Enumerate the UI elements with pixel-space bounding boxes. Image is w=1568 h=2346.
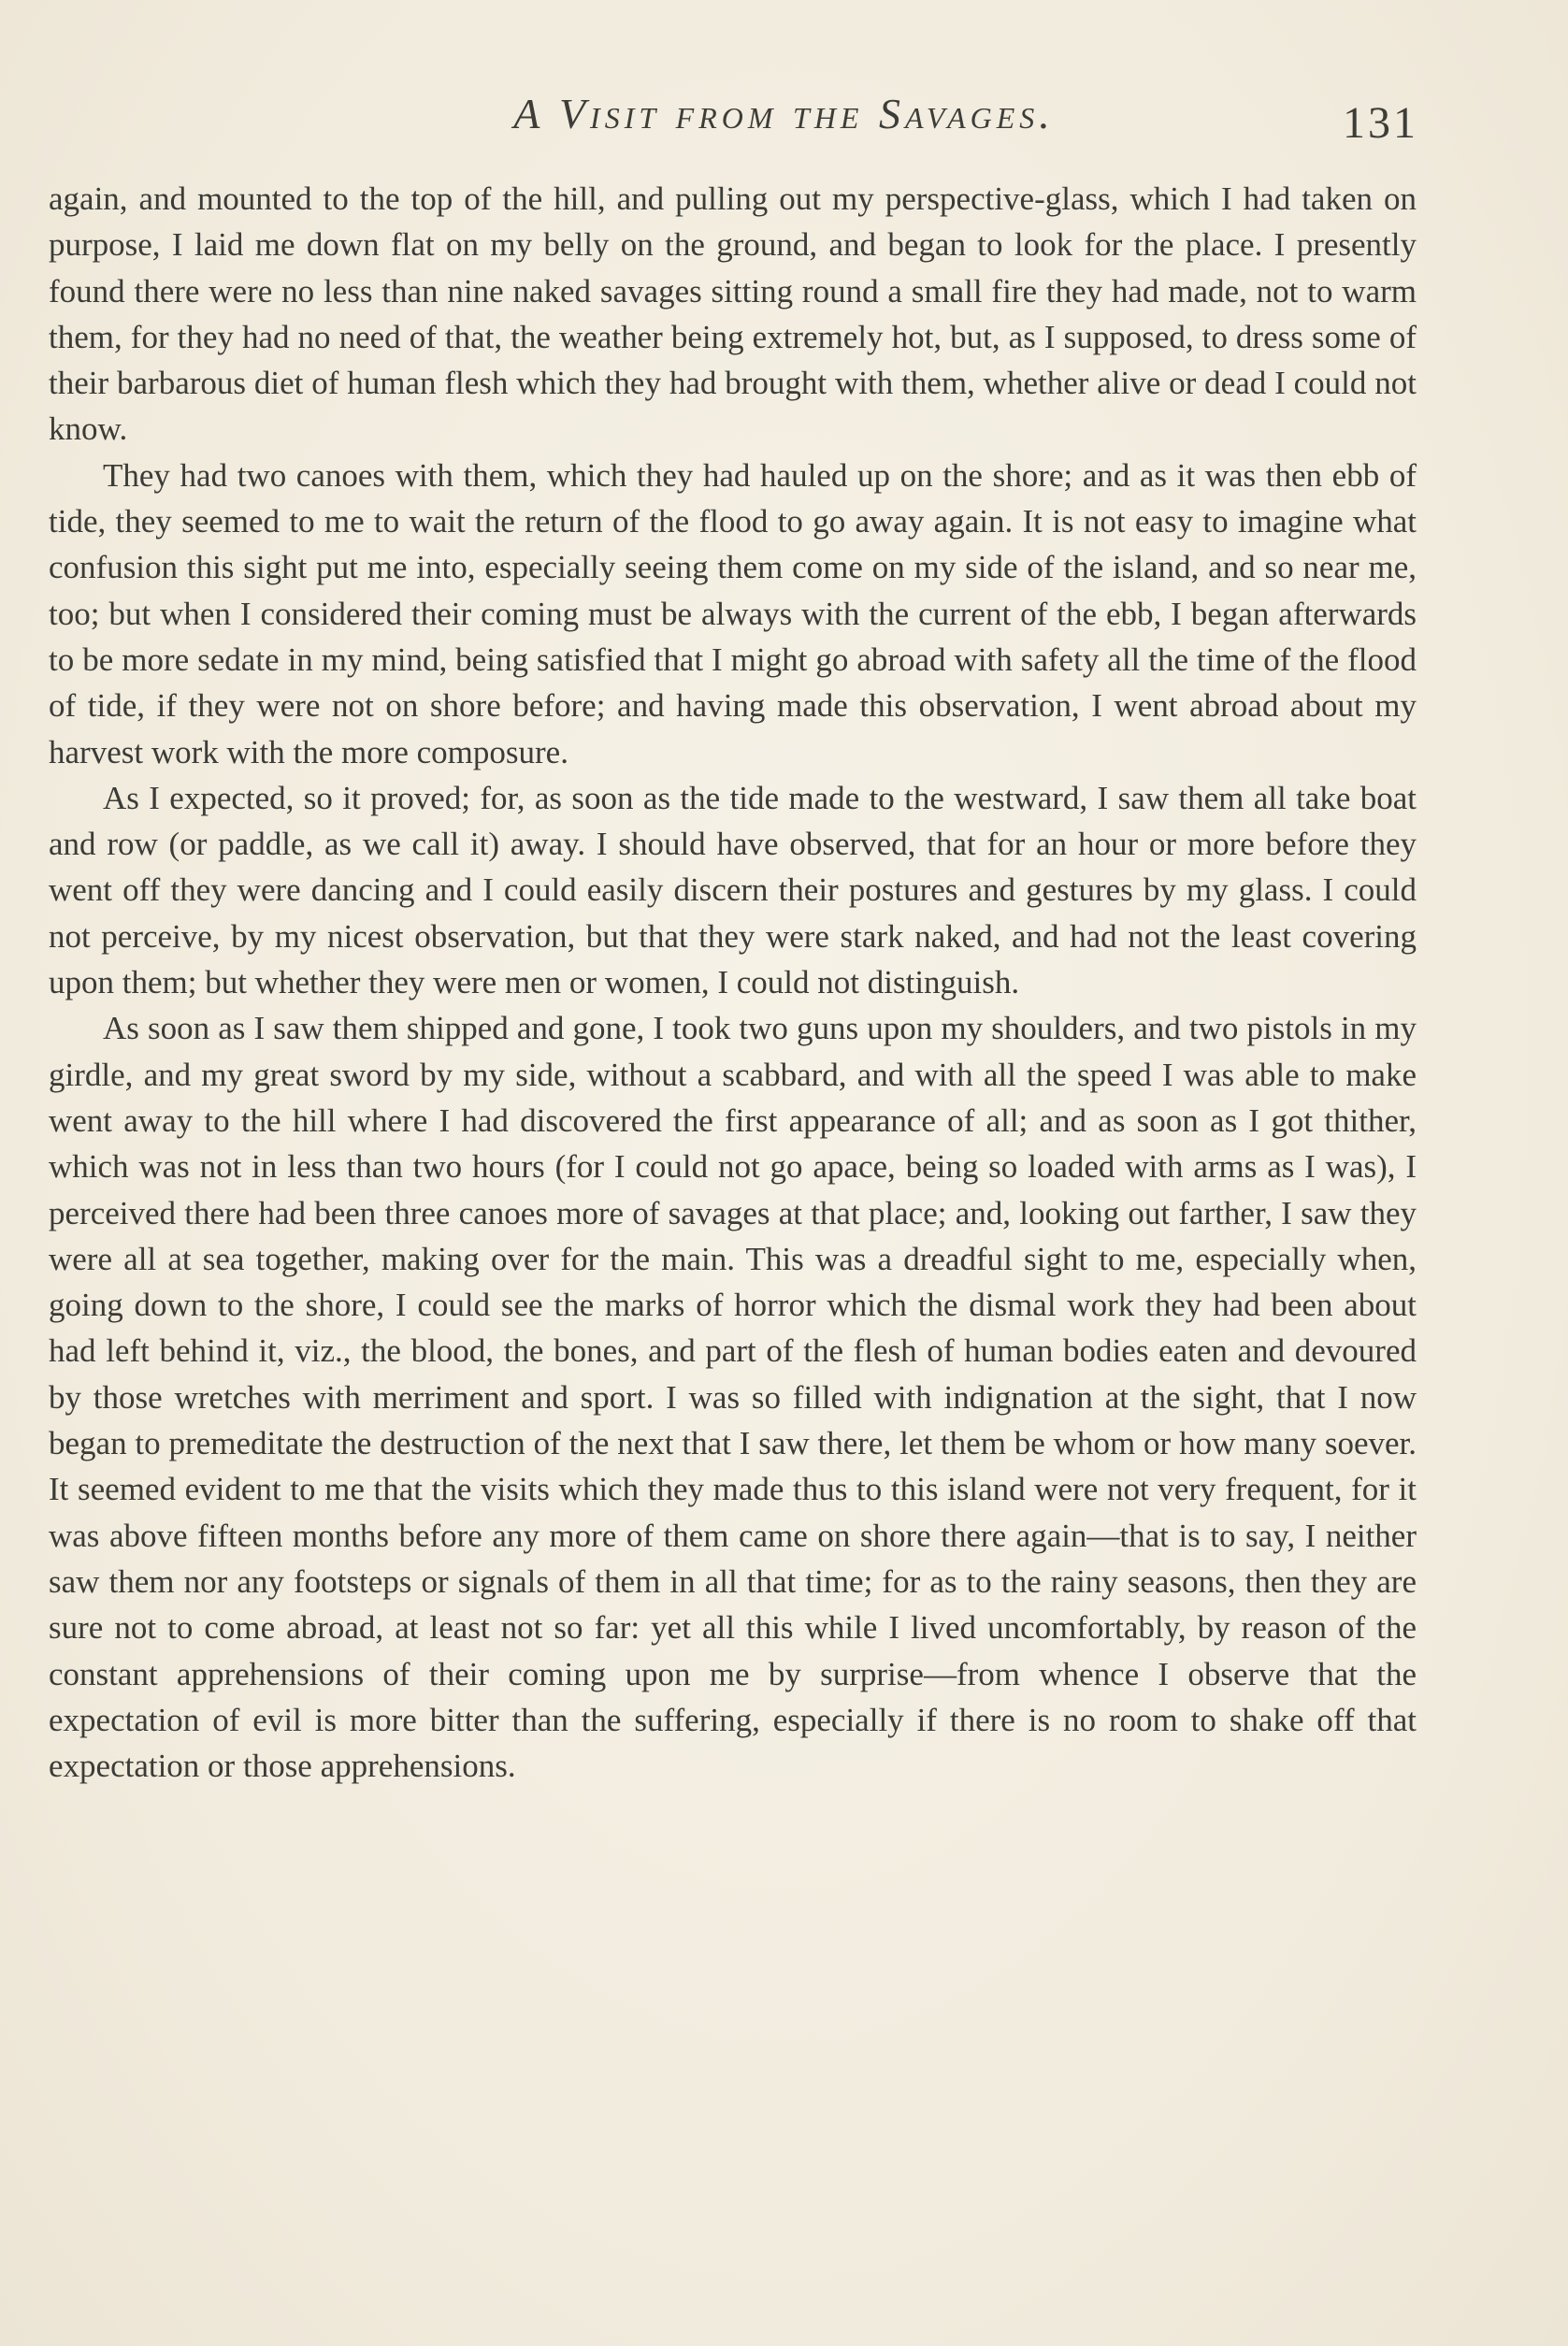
page-number: 131 bbox=[1343, 98, 1418, 148]
paragraph-4: As soon as I saw them shipped and gone, I took two guns upon my shoulders, and two pistols in my girdle, and my great sword by my side, without a scabbard, and with all the speed I was able to make went away to the hill where I had discovered the first appearance of all; and as soon as I got thither, which was not in less than two hours (for I could not go apace, being so loaded with arms as I was), I perceived there had been three canoes more of savages at that place; and, looking out farther, I saw they were all at sea together, making over for the main. This was a dreadful sight to me, especially when, going down to the shore, I could see the marks of horror which the dismal work they had been about had left behind it, viz., the blood, the bones, and part of the flesh of human bodies eaten and devoured by those wretches with merriment and sport. I was so filled with indignation at the sight, that I now began to premeditate the destruction of the next that I saw there, let them be whom or how many soever. It seemed evident to me that the visits which they made thus to this island were not very frequent, for it was above fifteen months before any more of them came on shore there again—that is to say, I neither saw them nor any footsteps or signals of them in all that time; for as to the rainy seasons, then they are sure not to come abroad, at least not so far: yet all this while I lived uncomfortably, by reason of the constant apprehensions of their coming upon me by surprise—from whence I observe that the expectation of evil is more bitter than the suffering, especially if there is no room to shake off that expectation or those apprehensions. bbox=[49, 1010, 1417, 1785]
paragraph-2: They had two canoes with them, which they had hauled up on the shore; and as it was then ebb of tide, they seemed to me to wait the return of the flood to go away again. It is not easy to imagine what confusion this sight put me into, especially seeing them come on my side of the island, and so near me, too; but when I considered their coming must be always with the current of the ebb, I began afterwards to be more sedate in my mind, being satisfied that I might go abroad with safety all the time of the flood of tide, if they were not on shore before; and having made this observation, I went abroad about my harvest work with the more composure. bbox=[49, 456, 1417, 770]
paragraph-3: As I expected, so it proved; for, as soon as the tide made to the westward, I saw them all take boat and row (or paddle, as we call it) away. I should have observed, that for an hour or more before they went off they were dancing and I could easily discern their postures and gestures by my glass. I could not perceive, by my nicest observation, but that they were stark naked, and had not the least covering upon them; but whether they were men or women, I could not distinguish. bbox=[49, 779, 1417, 1001]
paragraph-1: again, and mounted to the top of the hill, and pulling out my perspective-glass, which I had taken on purpose, I laid me down flat on my belly on the ground, and began to look for the place. I presently found there were no less than nine naked savages sitting round a small fire they had made, not to warm them, for they had no need of that, the weather being extremely hot, but, as I supposed, to dress some of their barbarous diet of human flesh which they had brought with them, whether alive or dead I could not know. bbox=[49, 180, 1417, 448]
running-title: A Visit from the Savages. bbox=[513, 90, 1055, 137]
body-text bbox=[49, 176, 1417, 1789]
running-head bbox=[0, 86, 1568, 148]
